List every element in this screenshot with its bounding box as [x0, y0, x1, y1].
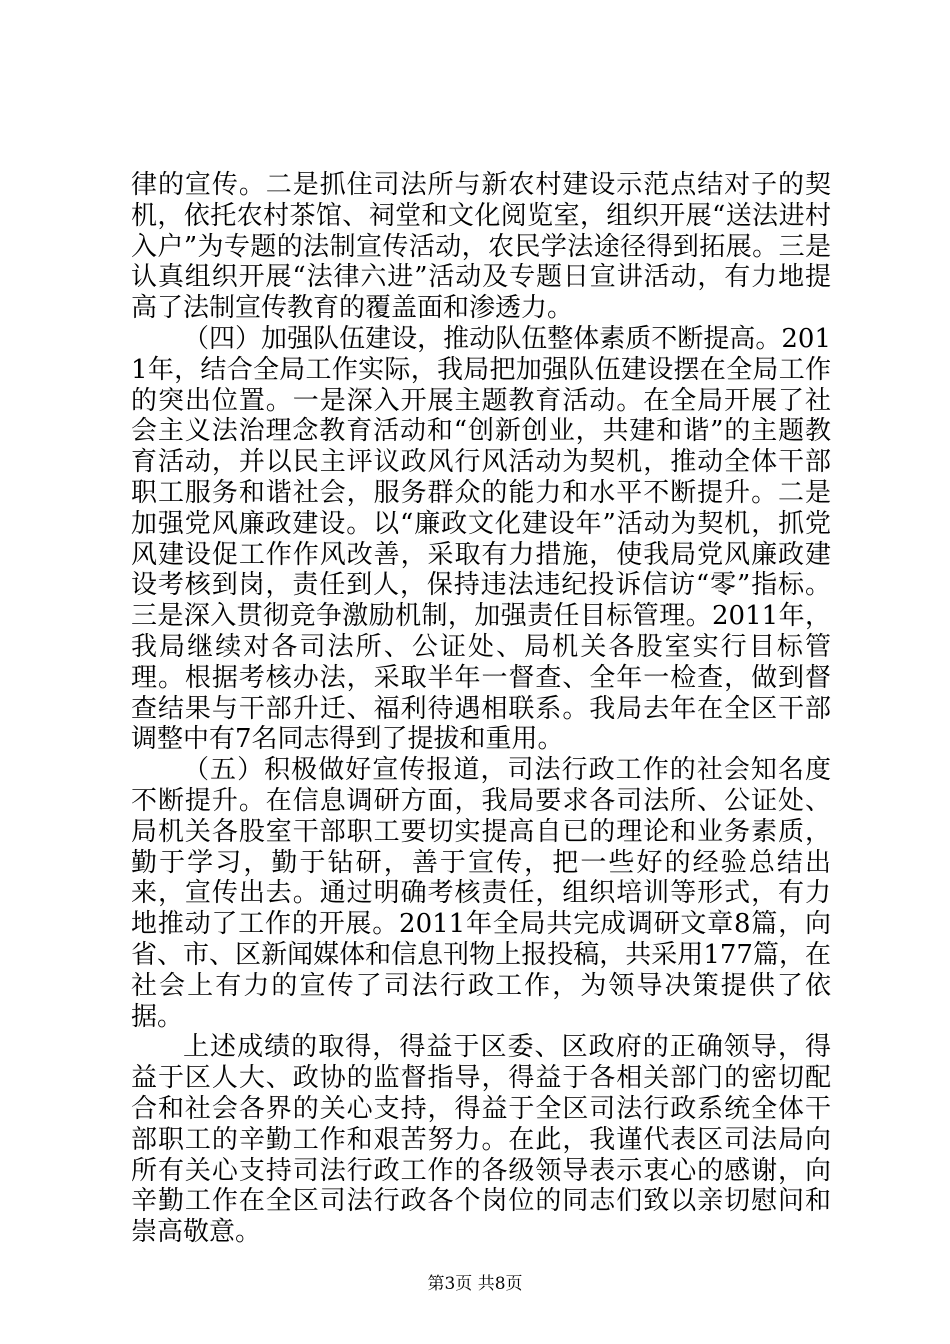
paragraph-team-building: （四）加强队伍建设，推动队伍整体素质不断提高。2011年，结合全局工作实际，我局把加强队伍建设摆在全局工作的突出位置。一是深入开展主题教育活动。在全局开展了社会主义法治理念教育活动和“创新创业，共建和谐”的主题教育活动，并以民主评议政风行风活动为契机，推动全体干部职工服务和谐社会，服务群众的能力和水平不断提升。二是加强党风廉政建设。以“廉政文化建设年”活动为契机，抓党风建设促工作作风改善，采取有力措施，使我局党风廉政建设考核到岗，责任到人，保持违法违纪投诉信访“零”指标。三是深入贯彻竞争激励机制，加强责任目标管理。2011年，我局继续对各司法所、公证处、局机关各股室实行目标管理。根据考核办法，采取半年一督查、全年一检查，做到督查结果与干部升迁、福利待遇相联系。我局去年在全区干部调整中有7名同志得到了提拔和重用。 — [131, 323, 831, 755]
paragraph-acknowledgement: 上述成绩的取得，得益于区委、区政府的正确领导，得益于区人大、政协的监督指导，得益于各相关部门的密切配合和社会各界的关心支持，得益于全区司法行政系统全体干部职工的辛勤工作和艰苦努力。在此，我谨代表区司法局向所有关心支持司法行政工作的各级领导表示衷心的感谢，向辛勤工作在全区司法行政各个岗位的同志们致以亲切慰问和崇高敬意。 — [131, 1032, 831, 1248]
document-body — [131, 170, 831, 1248]
paragraph-publicity: （五）积极做好宣传报道，司法行政工作的社会知名度不断提升。在信息调研方面，我局要求各司法所、公证处、局机关各股室干部职工要切实提高自已的理论和业务素质，勤于学习，勤于钻研，善于宣传，把一些好的经验总结出来，宣传出去。通过明确考核责任，组织培训等形式，有力地推动了工作的开展。2011年全局共完成调研文章8篇，向省、市、区新闻媒体和信息刊物上报投稿，共采用177篇，在社会上有力的宣传了司法行政工作，为领导决策提供了依据。 — [131, 755, 831, 1032]
page-footer: 第3页 共8页 — [427, 1274, 523, 1294]
paragraph-continued: 律的宣传。二是抓住司法所与新农村建设示范点结对子的契机，依托农村茶馆、祠堂和文化阅览室，组织开展“送法进村入户”为专题的法制宣传活动，农民学法途径得到拓展。三是认真组织开展“法律六进”活动及专题日宣讲活动，有力地提高了法制宣传教育的覆盖面和渗透力。 — [131, 170, 831, 324]
